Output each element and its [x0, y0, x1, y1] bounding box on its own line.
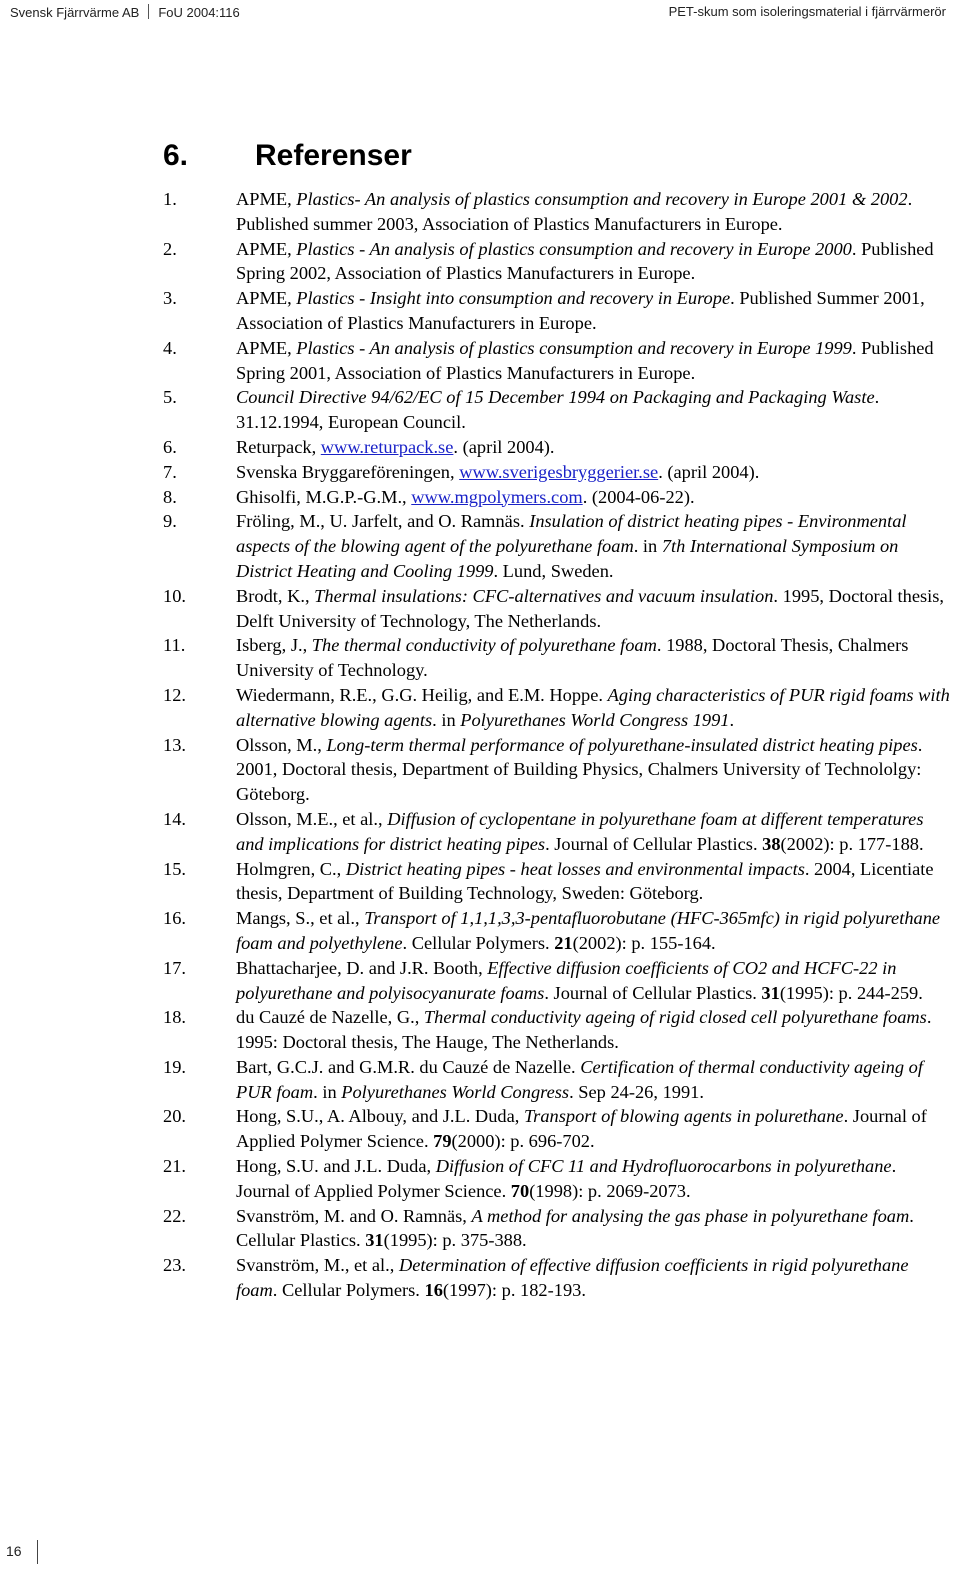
reference-text-segment: . Published Spring 2001, Association of Plastics Manufacturers in Europe.: [236, 337, 934, 383]
reference-text-segment: Mangs, S., et al.,: [236, 908, 365, 929]
reference-title: Effective diffusion coefficients of CO2 and HCFC-22 in polyurethane and polyisocyanurate foams: [236, 957, 897, 1003]
reference-number: 2.: [163, 238, 177, 259]
reference-text: [236, 859, 934, 904]
reference-number: 22.: [163, 1205, 186, 1226]
reference-text-segment: Olsson, M.,: [236, 734, 327, 755]
reference-text: [236, 288, 925, 333]
reference-text: [236, 1057, 923, 1102]
reference-volume: 70: [510, 1180, 530, 1201]
reference-title: Transport of 1,1,1,3,3-pentafluorobutane (HFC-365mfc) in rigid polyurethane foam and polyethylene: [236, 908, 941, 953]
reference-link[interactable]: www.mgpolymers.com: [411, 486, 583, 507]
reference-text-segment: Brodt, K.,: [236, 585, 315, 606]
reference-number: 14.: [163, 808, 186, 829]
reference-text-segment: Svanström, M., et al.,: [236, 1255, 399, 1276]
reference-text: [236, 1106, 927, 1151]
footer-divider: [37, 1540, 38, 1564]
reference-text: [236, 958, 923, 1003]
header-report-number: FoU 2004:116: [158, 5, 240, 20]
reference-text-segment: . Cellular Plastics.: [236, 1205, 914, 1251]
reference-title: A method for analysing the gas phase in polyurethane foam: [471, 1205, 910, 1226]
reference-number: 17.: [163, 957, 186, 978]
reference-text: [236, 511, 907, 581]
reference-item: [163, 435, 953, 460]
reference-title: 7th International Symposium on District Heating and Cooling 1999: [236, 536, 899, 581]
reference-text-segment: . Published Spring 2002, Association of Plastics Manufacturers in Europe.: [236, 238, 934, 284]
reference-text: [236, 586, 944, 631]
reference-number: 10.: [163, 585, 186, 606]
reference-number: 19.: [163, 1056, 186, 1077]
reference-number: 1.: [163, 189, 177, 209]
reference-item: [163, 1253, 953, 1303]
reference-text-segment: . (2004-06-22).: [582, 486, 695, 507]
reference-number: 18.: [163, 1007, 186, 1028]
reference-text-segment: Olsson, M.E., et al.,: [236, 808, 388, 829]
reference-title: Plastics - An analysis of plastics consumption and recovery in Europe 1999: [296, 337, 852, 358]
reference-number: 15.: [163, 858, 186, 879]
reference-text-segment: APME,: [236, 288, 297, 309]
reference-number: 3.: [163, 288, 177, 309]
reference-text-segment: . Published summer 2003, Association of Plastics Manufacturers in Europe.: [236, 189, 913, 234]
reference-title: Council Directive 94/62/EC of 15 December 1994 on Packaging and Packaging Waste: [236, 387, 875, 408]
reference-item: [163, 807, 953, 857]
reference-number: 20.: [163, 1106, 186, 1127]
reference-number: 4.: [163, 337, 177, 358]
reference-title: Thermal conductivity ageing of rigid closed cell polyurethane foams: [423, 1007, 927, 1028]
reference-text-segment: APME,: [236, 238, 297, 259]
reference-text-segment: . (april 2004).: [453, 436, 555, 457]
reference-text: [236, 735, 922, 805]
page-footer: [6, 1543, 22, 1559]
reference-text-segment: . Journal of Applied Polymer Science.: [236, 1106, 927, 1152]
reference-text: [236, 1156, 896, 1201]
reference-text-segment: (1997): p. 182-193.: [442, 1280, 586, 1301]
reference-text: [236, 809, 924, 854]
reference-text: [236, 387, 879, 432]
reference-title: Certification of thermal conductivity ageing of PUR foam: [236, 1056, 923, 1102]
reference-volume: 16: [424, 1280, 443, 1301]
reference-text-segment: . Cellular Polymers.: [272, 1280, 425, 1301]
reference-title: Diffusion of cyclopentane in polyurethane foam at different temperatures and implications for district heating pipes: [236, 808, 924, 854]
reference-volume: 31: [761, 982, 780, 1003]
reference-text-segment: .: [729, 709, 735, 730]
reference-text-segment: . in: [432, 709, 461, 730]
reference-text-segment: . (april 2004).: [658, 461, 760, 482]
header-org: Svensk Fjärrvärme AB: [10, 5, 140, 20]
reference-text: [236, 635, 908, 680]
section-heading: [163, 136, 412, 176]
reference-text-segment: Bhattacharjee, D. and J.R. Booth,: [236, 957, 488, 978]
reference-title: District heating pipes - heat losses and environmental impacts: [345, 858, 805, 879]
reference-link[interactable]: www.returpack.se: [320, 436, 454, 457]
reference-text-segment: Hong, S.U., A. Albouy, and J.L. Duda,: [236, 1106, 524, 1127]
reference-number: 9.: [163, 511, 177, 532]
reference-text-segment: . 1995: Doctoral thesis, The Hauge, The Netherlands.: [236, 1007, 932, 1053]
reference-volume: 79: [433, 1131, 452, 1152]
reference-text: [236, 462, 759, 482]
reference-item: [163, 1104, 953, 1154]
reference-number: 13.: [163, 734, 186, 755]
reference-title: Thermal insulations: CFC-alternatives and vacuum insulation: [314, 585, 774, 606]
reference-text-segment: . 2001, Doctoral thesis, Department of Building Physics, Chalmers University of Technololgy: Göteborg.: [236, 734, 923, 805]
page-number: 16: [6, 1543, 22, 1559]
reference-title: The thermal conductivity of polyurethane foam: [311, 635, 657, 656]
reference-title: Plastics - An analysis of plastics consumption and recovery in Europe 2000: [296, 238, 852, 259]
reference-text: [236, 1255, 909, 1300]
reference-text-segment: (2002): p. 155-164.: [572, 932, 716, 953]
section-number: 6.: [163, 139, 189, 172]
reference-number: 8.: [163, 486, 177, 507]
reference-title: Plastics - Insight into consumption and recovery in Europe: [296, 288, 731, 309]
reference-item: [163, 485, 953, 510]
reference-text-segment: . 31.12.1994, European Council.: [236, 387, 880, 433]
reference-text-segment: du Cauzé de Nazelle, G.,: [236, 1007, 424, 1028]
reference-item: [163, 286, 953, 336]
reference-number: 11.: [163, 635, 186, 656]
reference-text-segment: Wiedermann, R.E., G.G. Heilig, and E.M. Hoppe.: [236, 684, 608, 705]
reference-item: [163, 187, 953, 237]
reference-text-segment: APME,: [236, 189, 297, 209]
reference-text-segment: . Published Summer 2001, Association of Plastics Manufacturers in Europe.: [236, 288, 925, 333]
reference-number: 7.: [163, 461, 177, 482]
reference-text-segment: . 2004, Licentiate thesis, Department of Building Technology, Sweden: Göteborg.: [236, 858, 934, 904]
reference-title: Determination of effective diffusion coefficients in rigid polyurethane foam: [236, 1255, 909, 1301]
reference-text-segment: . Journal of Cellular Plastics.: [545, 833, 763, 854]
header-divider: [148, 4, 149, 19]
reference-item: [163, 385, 953, 435]
reference-text-segment: . Journal of Applied Polymer Science.: [236, 1156, 897, 1201]
reference-volume: 21: [554, 932, 573, 953]
header-left: [10, 4, 240, 20]
reference-item: [163, 733, 953, 807]
reference-text-segment: Svenska Bryggareföreningen,: [236, 461, 460, 482]
reference-text-segment: . 1995, Doctoral thesis, Delft University of Technology, The Netherlands.: [236, 585, 945, 631]
reference-list: [163, 187, 953, 1303]
reference-volume: 31: [365, 1230, 384, 1251]
reference-text-segment: (2002): p. 177-188.: [780, 833, 924, 854]
reference-text: [236, 239, 934, 284]
reference-number: 16.: [163, 908, 186, 929]
reference-link[interactable]: www.sverigesbryggerier.se: [459, 461, 659, 482]
reference-text-segment: APME,: [236, 337, 297, 358]
reference-text-segment: Svanström, M. and O. Ramnäs,: [236, 1205, 472, 1226]
reference-text: [236, 908, 940, 953]
reference-text-segment: Hong, S.U. and J.L. Duda,: [236, 1156, 436, 1177]
reference-text-segment: . in: [313, 1081, 342, 1102]
reference-item: [163, 1154, 953, 1204]
reference-title: Insulation of district heating pipes - Environmental aspects of the blowing agent of the polyurethane foam: [236, 511, 907, 557]
reference-number: 12.: [163, 684, 186, 705]
reference-text-segment: Holmgren, C.,: [236, 858, 346, 879]
reference-number: 23.: [163, 1255, 186, 1276]
reference-title: Plastics- An analysis of plastics consumption and recovery in Europe 2001 & 2002: [296, 189, 908, 209]
reference-title: Transport of blowing agents in polurethane: [523, 1106, 844, 1127]
reference-number: 21.: [163, 1156, 186, 1177]
reference-item: [163, 633, 953, 683]
reference-text-segment: (1995): p. 244-259.: [779, 982, 923, 1003]
page-header: [0, 0, 960, 26]
section-title: Referenser: [255, 139, 412, 172]
reference-text-segment: . in: [633, 536, 662, 557]
reference-title: Polyurethanes World Congress: [341, 1081, 570, 1102]
reference-text: [236, 487, 695, 507]
reference-title: Polyurethanes World Congress 1991: [460, 709, 730, 730]
reference-item: [163, 509, 953, 583]
reference-text-segment: (1995): p. 375-388.: [383, 1230, 527, 1251]
reference-item: [163, 237, 953, 287]
reference-text: [236, 685, 950, 730]
reference-item: [163, 906, 953, 956]
reference-item: [163, 584, 953, 634]
reference-text: [236, 1007, 931, 1052]
reference-title: Aging characteristics of PUR rigid foams with alternative blowing agents: [236, 684, 950, 730]
reference-item: [163, 956, 953, 1006]
reference-text: [236, 437, 555, 457]
reference-text: [236, 338, 934, 383]
reference-text: [236, 189, 912, 234]
reference-item: [163, 1055, 953, 1105]
reference-text-segment: . Lund, Sweden.: [493, 560, 614, 581]
reference-text-segment: Ghisolfi, M.G.P.-G.M.,: [236, 486, 412, 507]
reference-number: 5.: [163, 387, 177, 408]
reference-item: [163, 336, 953, 386]
reference-text-segment: Fröling, M., U. Jarfelt, and O. Ramnäs.: [236, 511, 530, 532]
reference-title: Long-term thermal performance of polyurethane-insulated district heating pipes: [326, 734, 918, 755]
reference-text-segment: Returpack,: [236, 436, 321, 457]
reference-item: [163, 1005, 953, 1055]
reference-volume: 38: [762, 833, 781, 854]
reference-item: [163, 460, 953, 485]
reference-title: Diffusion of CFC 11 and Hydrofluorocarbons in polyurethane: [435, 1156, 892, 1177]
reference-text-segment: (2000): p. 696-702.: [451, 1131, 595, 1152]
reference-text-segment: . 1988, Doctoral Thesis, Chalmers University of Technology.: [236, 635, 909, 681]
reference-number: 6.: [163, 436, 177, 457]
reference-text-segment: . Cellular Polymers.: [402, 932, 555, 953]
reference-item: [163, 683, 953, 733]
reference-text-segment: (1998): p. 2069-2073.: [529, 1180, 691, 1201]
reference-item: [163, 857, 953, 907]
reference-text-segment: . Sep 24-26, 1991.: [569, 1081, 704, 1102]
reference-item: [163, 1204, 953, 1254]
header-document-title: PET-skum som isoleringsmaterial i fjärrvärmerör: [668, 4, 946, 19]
reference-text: [236, 1206, 914, 1251]
reference-text-segment: Isberg, J.,: [236, 635, 312, 656]
reference-text-segment: . Journal of Cellular Plastics.: [544, 982, 762, 1003]
reference-text-segment: Bart, G.C.J. and G.M.R. du Cauzé de Nazelle.: [236, 1056, 581, 1077]
